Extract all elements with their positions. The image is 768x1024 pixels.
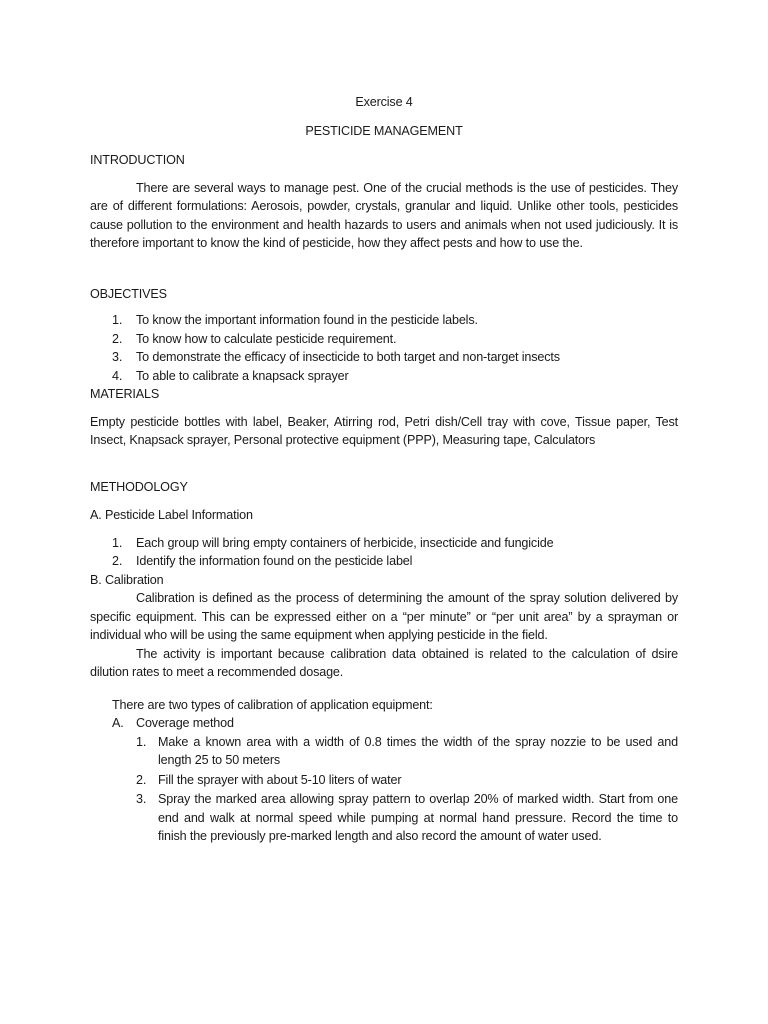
objectives-heading: OBJECTIVES	[90, 286, 167, 301]
step-text: Fill the sprayer with about 5-10 liters of water	[158, 772, 402, 787]
item-text: To able to calibrate a knapsack sprayer	[136, 368, 349, 383]
objective-item	[90, 330, 678, 349]
item-text: To demonstrate the efficacy of insecticide to both target and non-target insects	[136, 350, 560, 364]
step-item	[90, 771, 678, 790]
item-number: 1.	[112, 313, 123, 327]
section-a-heading: A. Pesticide Label Information	[90, 508, 253, 522]
list-item	[90, 534, 678, 553]
step-text: Spray the marked area allowing spray pattern to overlap 20% of marked width. Start from one end and walk at normal speed while pumping at normal hand pressure. Record the time to finish the previously pre-marked length and also record the amount of water used.	[158, 792, 678, 843]
calibration-types-intro: There are two types of calibration of application equipment:	[112, 697, 433, 712]
objective-item	[90, 348, 678, 367]
materials-heading: MATERIALS	[90, 387, 160, 401]
section-b-heading: B. Calibration	[90, 572, 164, 587]
item-text: Identify the information found on the pesticide label	[136, 554, 413, 568]
coverage-steps-list	[90, 733, 678, 846]
objectives-list	[90, 311, 678, 385]
objective-item	[90, 311, 678, 330]
document-page	[90, 93, 678, 847]
activity-paragraph: The activity is important because calibration data obtained is related to the calculation of dsire dilution rates to meet a recommended dosage.	[90, 646, 678, 679]
materials-paragraph: Empty pesticide bottles with label, Beaker, Atirring rod, Petri dish/Cell tray with cove, Tissue paper, Test Insect, Knapsack sprayer, Personal protective equipment (PPP), Measuring tape, Calculators	[90, 414, 678, 447]
item-number: 2.	[112, 331, 123, 346]
step-item	[90, 733, 678, 770]
step-number: 2.	[136, 772, 147, 787]
item-number: 1.	[112, 535, 123, 550]
objective-item	[90, 367, 678, 386]
step-item	[90, 790, 678, 846]
calibration-paragraph: Calibration is defined as the process of determining the amount of the spray solution delivered by specific equipment. This can be expressed either on a “per minute” or “per unit area” by a sprayman or individual who will be using the same equipment when applying pesticide in the field.	[90, 591, 678, 642]
item-text: Each group will bring empty containers of herbicide, insecticide and fungicide	[136, 535, 554, 550]
methodology-heading: METHODOLOGY	[90, 479, 188, 494]
step-number: 1.	[136, 734, 147, 749]
coverage-method-label: Coverage method	[136, 716, 234, 730]
step-text: Make a known area with a width of 0.8 times the width of the spray nozzie to be used and length 25 to 50 meters	[158, 734, 678, 767]
coverage-method-item	[90, 714, 678, 733]
document-title: PESTICIDE MANAGEMENT	[305, 123, 463, 138]
introduction-paragraph: There are several ways to manage pest. One of the crucial methods is the use of pesticides. They are of different formulations: Aerosois, powder, crystals, granular and liquid. Unlike other tools, pesticides cause pollution to the environment and health hazards to users and animals when not used judiciously. It is therefore important to know the kind of pesticide, how they affect pests and how to use the.	[90, 180, 678, 250]
item-number: 3.	[112, 350, 123, 364]
exercise-number: Exercise 4	[355, 95, 413, 109]
introduction-heading: INTRODUCTION	[90, 153, 185, 167]
step-number: 3.	[136, 792, 147, 806]
item-text: To know the important information found in the pesticide labels.	[136, 313, 478, 327]
item-text: To know how to calculate pesticide requirement.	[136, 331, 397, 346]
label-info-list	[90, 534, 678, 571]
item-letter: A.	[112, 716, 124, 730]
item-number: 2.	[112, 554, 123, 568]
item-number: 4.	[112, 368, 123, 383]
list-item	[90, 552, 678, 571]
